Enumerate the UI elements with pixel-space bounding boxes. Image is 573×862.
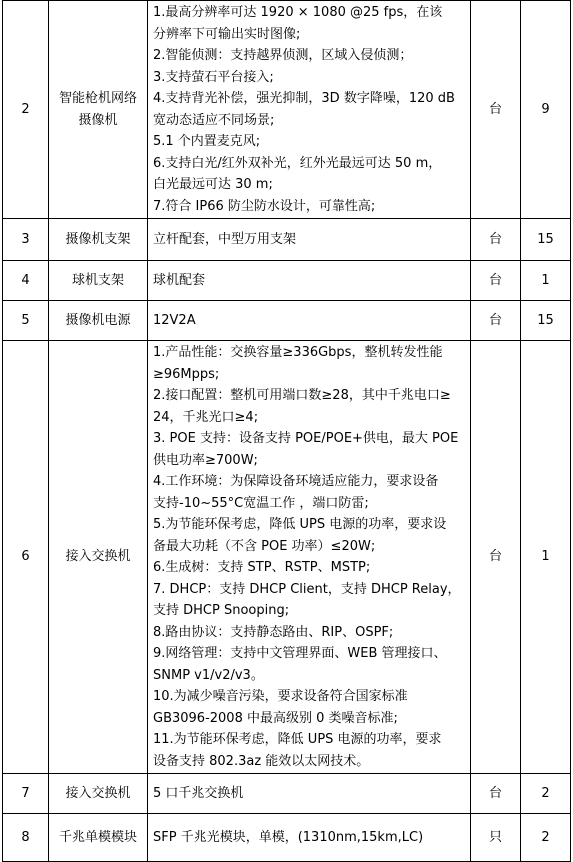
spec-line: 12V2A: [153, 312, 196, 328]
spec-line: 3. POE 支持：设备支持 POE/POE+供电，最大 POE: [153, 431, 459, 446]
spec-line: 7.符合 IP66 防尘防水设计，可靠性高;: [153, 198, 376, 214]
item-unit: 只: [471, 814, 521, 862]
table-body: [3, 1, 571, 862]
spec-line: 设备支持 802.3az 能效以太网技术。: [153, 753, 370, 769]
spec-line: 6.生成树：支持 STP、RSTP、MSTP;: [153, 560, 371, 575]
item-unit: 台: [471, 261, 521, 301]
row-number: 8: [3, 814, 49, 862]
item-spec: [148, 219, 471, 261]
item-quantity: 9: [521, 1, 571, 219]
item-quantity: 15: [521, 301, 571, 341]
row-number: 6: [3, 341, 49, 774]
spec-line: 11.为节能环保考虑，降低 UPS 电源的功率，要求: [153, 732, 442, 747]
spec-line: 4.支持背光补偿，强光抑制，3D 数字降噪，120 dB: [153, 91, 455, 106]
spec-line: 分辨率下可输出实时图像;: [153, 26, 301, 42]
item-name: 千兆单模模块: [49, 814, 148, 862]
item-unit: 台: [471, 774, 521, 814]
spec-line: 立杆配套，中型万用支架: [153, 231, 297, 247]
item-quantity: 1: [521, 341, 571, 774]
spec-line: 7. DHCP：支持 DHCP Client，支持 DHCP Relay，: [153, 581, 461, 597]
item-spec: [148, 774, 471, 814]
spec-line: 4.工作环境：为保障设备环境适应能力，要求设备: [153, 474, 439, 489]
table-row: [3, 261, 571, 301]
spec-line: 1.最高分辨率可达 1920 × 1080 @25 fps，在该: [153, 5, 443, 20]
spec-line: 2.智能侦测：支持越界侦测，区域入侵侦测；: [153, 48, 413, 63]
item-name: 摄像机电源: [49, 301, 148, 341]
spec-line: SNMP v1/v2/v3。: [153, 667, 264, 683]
item-spec: [148, 1, 471, 219]
item-quantity: 2: [521, 814, 571, 862]
spec-line: SFP 千兆光模块，单模，(1310nm,15km,LC): [153, 829, 424, 845]
item-name: 球机支架: [49, 261, 148, 301]
spec-line: ≥96Mpps;: [153, 366, 220, 382]
item-name: 摄像机支架: [49, 219, 148, 261]
spec-line: 备最大功耗（不含 POE 功率）≤20W;: [153, 538, 376, 554]
item-name: 接入交换机: [49, 774, 148, 814]
table-row: [3, 774, 571, 814]
item-quantity: 15: [521, 219, 571, 261]
item-spec: [148, 814, 471, 862]
row-number: 4: [3, 261, 49, 301]
spec-line: 5.为节能环保考虑，降低 UPS 电源的功率，要求设: [153, 517, 447, 532]
spec-line: 支持 DHCP Snooping;: [153, 603, 290, 618]
spec-line: GB3096-2008 中最高级别 0 类噪音标准;: [153, 710, 398, 726]
item-unit: 台: [471, 341, 521, 774]
row-number: 7: [3, 774, 49, 814]
spec-line: 9.网络管理：支持中文管理界面、WEB 管理接口、: [153, 646, 447, 661]
table-row: [3, 1, 571, 219]
spec-line: 24，千兆光口≥4;: [153, 409, 259, 425]
spec-line: 10.为减少噪音污染，要求设备符合国家标准: [153, 689, 408, 704]
item-unit: 台: [471, 219, 521, 261]
table-row: [3, 341, 571, 774]
spec-line: 5 口千兆交换机: [153, 785, 244, 801]
item-spec: [148, 341, 471, 774]
item-unit: 台: [471, 301, 521, 341]
spec-line: 2.接口配置：整机可用端口数≥28，其中千兆电口≥: [153, 388, 451, 403]
item-spec: [148, 261, 471, 301]
spec-line: 3.支持萤石平台接入;: [153, 69, 274, 85]
equipment-table: [2, 0, 571, 862]
row-number: 5: [3, 301, 49, 341]
table-row: [3, 814, 571, 862]
item-quantity: 2: [521, 774, 571, 814]
item-spec: [148, 301, 471, 341]
spec-line: 宽动态适应不同场景;: [153, 112, 275, 128]
item-name: 智能枪机网络摄像机: [49, 1, 148, 219]
spec-line: 6.支持白光/红外双补光，红外光最远可达 50 m，: [153, 155, 442, 171]
spec-line: 白光最远可达 30 m;: [153, 177, 273, 192]
table-row: [3, 301, 571, 341]
table-row: [3, 219, 571, 261]
item-name: 接入交换机: [49, 341, 148, 774]
spec-line: 支持-10~55°C宽温工作 ，端口防雷;: [153, 495, 369, 511]
spec-line: 球机配套: [153, 272, 206, 288]
row-number: 3: [3, 219, 49, 261]
row-number: 2: [3, 1, 49, 219]
spec-line: 5.1 个内置麦克风;: [153, 134, 261, 149]
spec-line: 8.路由协议：支持静态路由、RIP、OSPF;: [153, 624, 394, 640]
spec-line: 1.产品性能：交换容量≥336Gbps，整机转发性能: [153, 345, 443, 360]
item-quantity: 1: [521, 261, 571, 301]
spec-line: 供电功率≥700W;: [153, 452, 258, 468]
item-unit: 台: [471, 1, 521, 219]
